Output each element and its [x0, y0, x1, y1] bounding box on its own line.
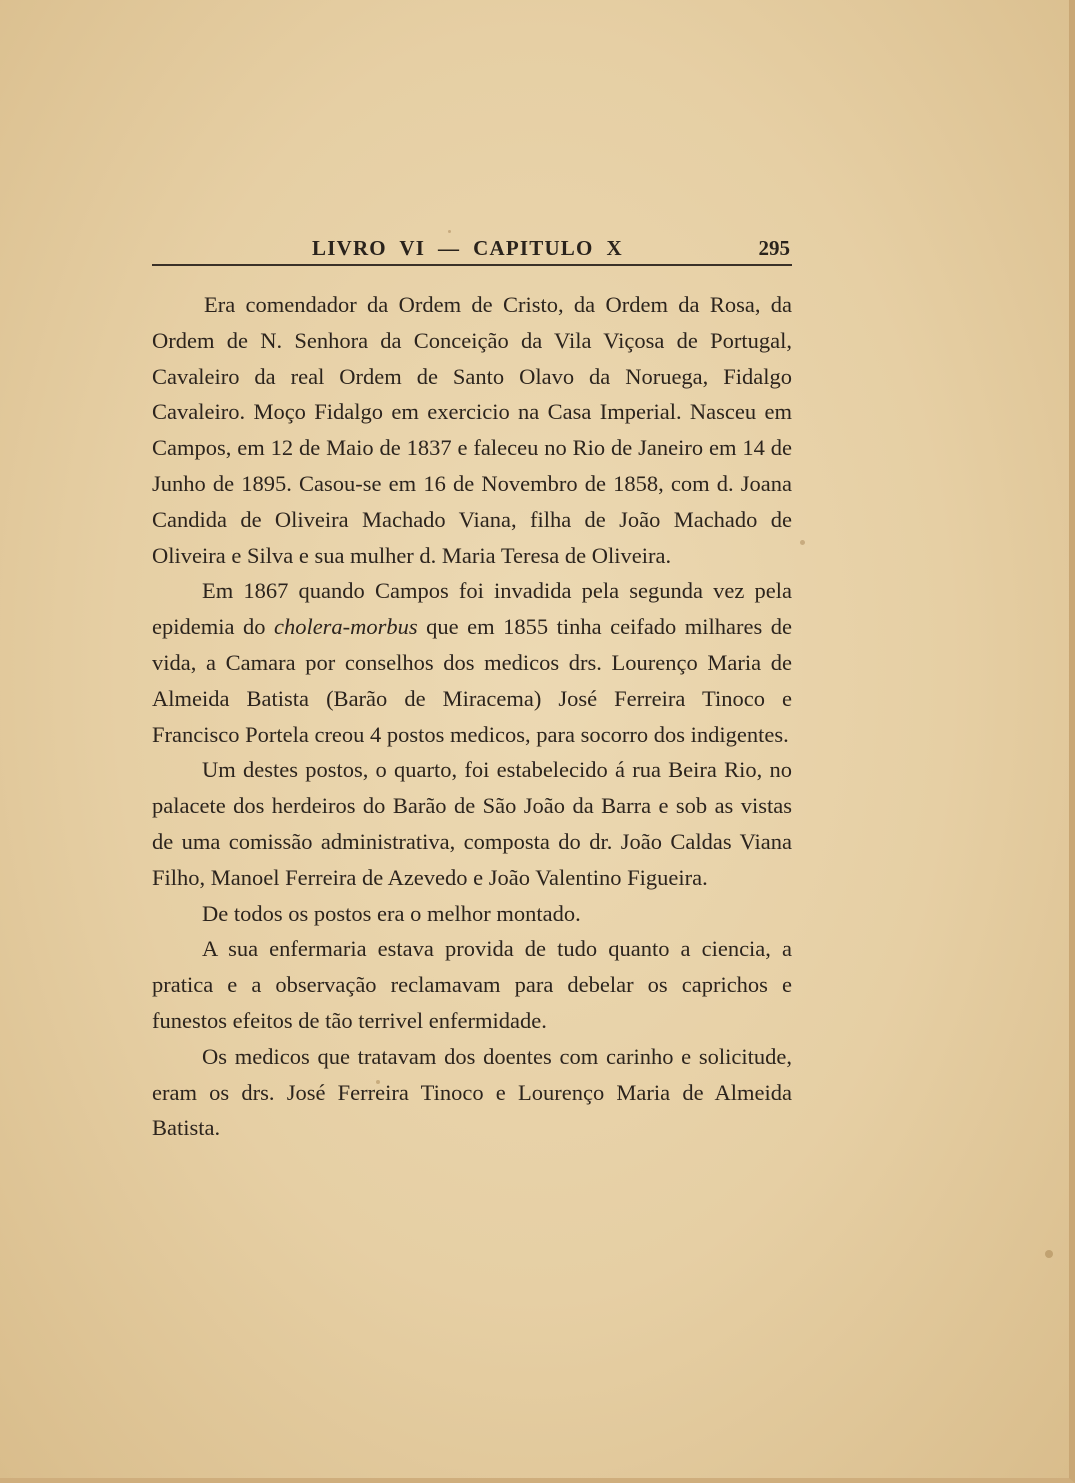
paragraph-2-part-1: Em 1867 quando Campos foi invadida pela segunda vez pela epidemia do [152, 578, 792, 640]
paper-speck [448, 230, 451, 233]
paragraph-2 [152, 573, 792, 752]
page-header [152, 236, 792, 268]
paragraph-3: Um destes postos, o quarto, foi estabelecido á rua Beira Rio, no palacete dos herdeiros do Barão de São João da Barra e sob as vistas de uma comissão administrativa, composta do dr. João Caldas Viana Filho, Manoel Ferreira de Azevedo e João Valentino Figueira. [152, 757, 792, 890]
paragraph-2-part-2: que em 1855 tinha ceifado milhares de vida, a Camara por conselhos dos medicos drs. Lourenço Maria de Almeida Batista (Barão de Miracema) José Ferreira Tinoco e Francisco Portela creou 4 postos medicos, para socorro dos indigentes. [152, 614, 792, 747]
paragraph-1: Era comendador da Ordem de Cristo, da Ordem da Rosa, da Ordem de N. Senhora da Conceição da Vila Viçosa de Portugal, Cavaleiro da real Ordem de Santo Olavo da Noruega, Fidalgo Cavaleiro. Moço Fidalgo em exercicio na Casa Imperial. Nasceu em Campos, em 12 de Maio de 1837 e faleceu no Rio de Janeiro em 14 de Junho de 1895. Casou-se em 16 de Novembro de 1858, com d. Joana Candida de Oliveira Machado Viana, filha de João Machado de Oliveira e Silva e sua mulher d. Maria Teresa de Oliveira. [152, 292, 792, 568]
paper-speck [1045, 1250, 1053, 1258]
paragraph-4: De todos os postos era o melhor montado. [202, 900, 581, 926]
paragraph-5: A sua enfermaria estava provida de tudo quanto a ciencia, a pratica e a observação reclamavam para debelar os caprichos e funestos efeitos de tão terrivel enfermidade. [152, 936, 792, 1033]
running-head: LIVRO VI — CAPITULO X [312, 236, 623, 260]
paragraph-2-italic-term: cholera-morbus [273, 614, 418, 640]
paper-speck [800, 540, 805, 545]
paragraph-6: Os medicos que tratavam dos doentes com carinho e solicitude, eram os drs. José Ferreira Tinoco e Lourenço Maria de Almeida Batista. [152, 1043, 792, 1141]
page-number: 295 [758, 236, 790, 260]
body-text [152, 287, 792, 1146]
header-rule [152, 264, 792, 266]
